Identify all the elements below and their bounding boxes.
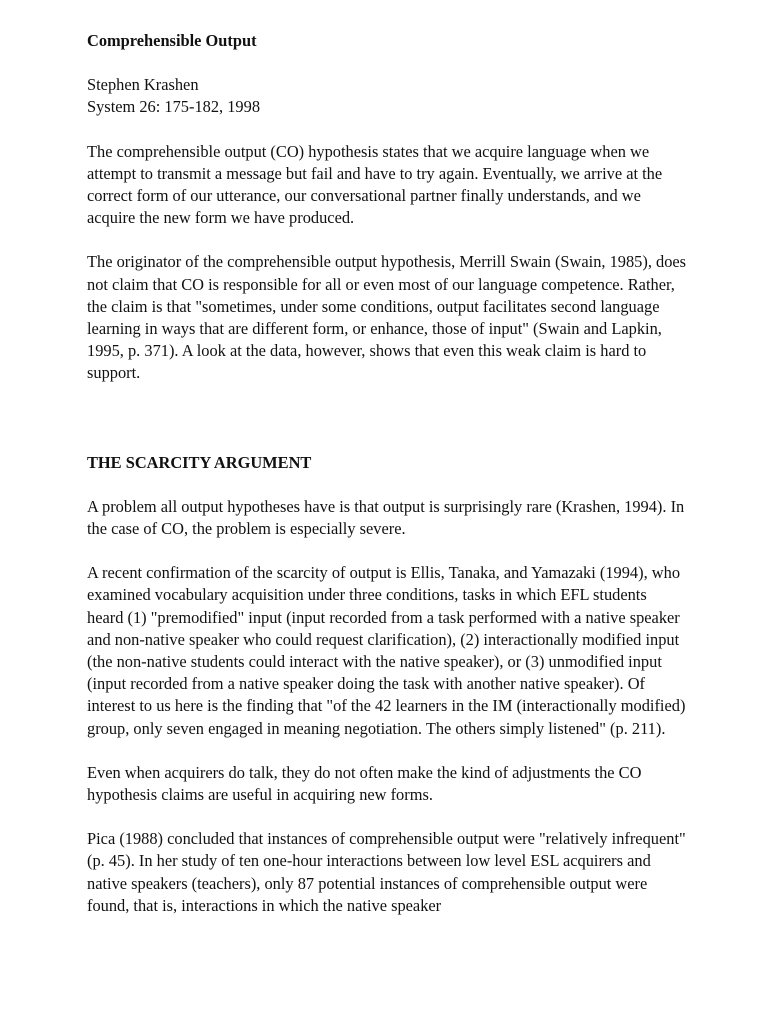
source-citation: System 26: 175-182, 1998 (87, 97, 261, 117)
document-title: Comprehensible Output (87, 31, 257, 50)
paragraph: Pica (1988) concluded that instances of comprehensible output were "relatively infrequent" (p. 45). In her study of ten one-hour interactions between low level ESL acquirers and native speakers (teachers), only 87 potential instances of comprehensible output were found, that is, interactions in which the native speaker (87, 829, 686, 915)
paragraph: The originator of the comprehensible output hypothesis, Merrill Swain (Swain, 1985), does not claim that CO is responsible for all or even most of our language competence. Rather, the claim is that "sometimes, under some conditions, output facilitates second language learning in ways that are different form, or enhance, those of input" (Swain and Lapkin, 1995, p. 371). A look at the data, however, shows that even this weak claim is hard to support. (87, 252, 687, 383)
paragraph: A problem all output hypotheses have is that output is surprisingly rare (Krashen, 1994). In the case of CO, the problem is especially severe. (87, 496, 685, 539)
author-name: Stephen Krashen (87, 75, 199, 95)
paragraph: A recent confirmation of the scarcity of output is Ellis, Tanaka, and Yamazaki (1994), who examined vocabulary acquisition under three conditions, tasks in which EFL students heard (1) "premodified" input (input recorded from a task performed with a native speaker and non-native speaker who could request clarification), (2) interactionally modified input (the non-native students could interact with the native speaker), or (3) unmodified input (input recorded from a native speaker doing the task with another native speaker). Of interest to us here is the finding that "of the 42 learners in the IM (interactionally modified) group, only seven engaged in meaning negotiation. The others simply listened" (p. 211). (87, 563, 686, 738)
paragraph: Even when acquirers do talk, they do not often make the kind of adjustments the CO hypothesis claims are useful in acquiring new forms. (87, 762, 642, 805)
paragraph: The comprehensible output (CO) hypothesis states that we acquire language when we attempt to transmit a message but fail and have to try again. Eventually, we arrive at the correct form of our utterance, our conversational partner finally understands, and we acquire the new form we have produced. (87, 141, 663, 228)
section-heading: THE SCARCITY ARGUMENT (87, 452, 312, 472)
document-page (87, 30, 687, 939)
